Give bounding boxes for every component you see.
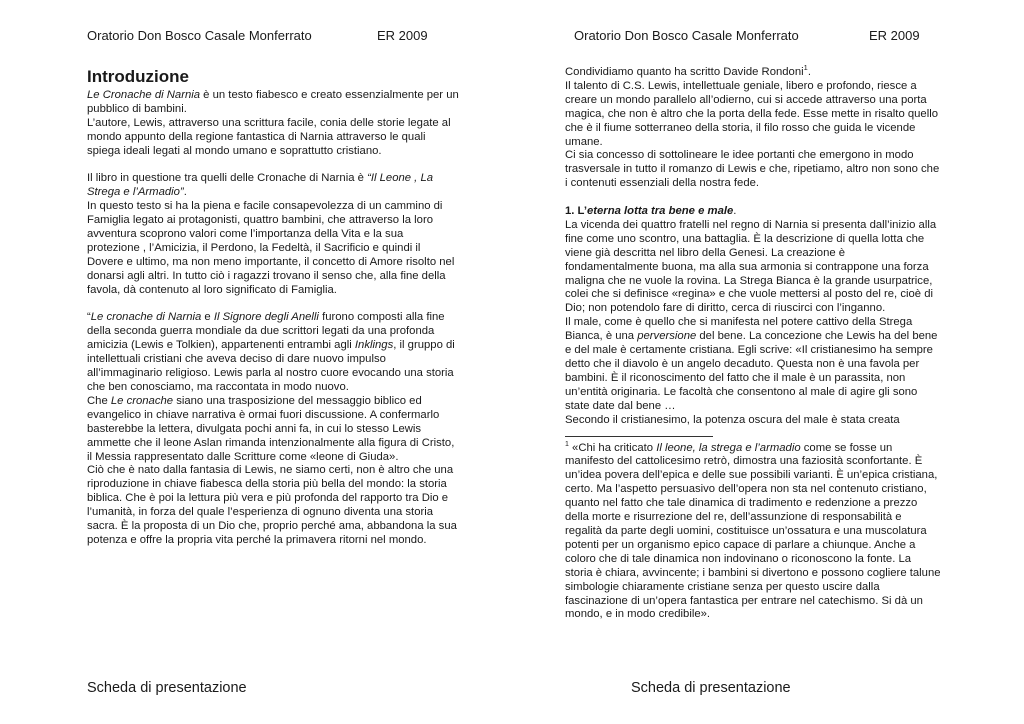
section-heading: 1. L’eterna lotta tra bene e male. [565,205,737,218]
paragraph-christianity: Secondo il cristianesimo, la potenza oscura del male è stata creata [565,413,900,426]
right-column-text [565,63,941,622]
page-title: Introduzione [87,67,189,86]
paragraph-intro: Le Cronache di Narnia è un testo fiabesco e creato essenzialmente per un pubblico di bambini. [87,89,459,115]
paragraph-allowed: Ci sia concesso di sottolineare le idee portanti che emergono in modo trasversale in tutto il romanzo di Lewis e che, ripetiamo, altro non sono che i contenuti essenziali della nostra fede. [565,149,940,190]
header-organization: Oratorio Don Bosco Casale Monferrato [574,28,799,43]
book-title: Le Cronache di Narnia [87,89,201,101]
footnote-reference: 1 [803,63,808,73]
footnote: $^1$ «Chi ha criticato Il leone, la strega e l’armadio come se fosse un manifesto del cattolicesimo retrò, dimostra una faziosità sconfortante. È un’idea povera dell’epica e delle sue possibili varianti. È un’epica cristiana, certo. Ma l’aspetto persuasivo dell’opera non sta nel contenuto cristiano, quanto nel fatto che tale dinamica di tradimento e redenzione a prezzo della morte e risurrezione del re, dell’assunzione di responsabilità e regalità da parte degli uomini, costituisce un’ossatura e una muscolatura potenti per un organismo epico capace di parlare a chiunque. Anche a coloro che di tale dinamica non indovinano o riconoscono la fonte. La storia è chiara, avvincente; i bambini si divertono e possono cogliere talune simbologie chiaramente cristiane senza per questo uscire dalla fascinazione di un’opera fantastica per entrare nel catechismo. Si dà un mondo, e in modo credibile». [565,440,941,621]
right-page [512,0,1024,724]
footnote-number: 1 [565,440,569,448]
paragraph-story: La vicenda dei quattro fratelli nel regno di Narnia si presenta dall’inizio alla fine come uno scontro, una battaglia. È la descrizione di quella lotta che viene già descritta nel libro della Genesi. La creazione è fondamentalmente buona, ma alla sua armonia si contrappone una forza maligna che ne vuole la rovina. La Strega Bianca è la grande usurpatrice, colei che si definisce «regina» e che vuole mettersi al posto del re, cioè di Dio; non potendolo fare di diritto, cerca di riuscirci con l’inganno. [565,218,937,315]
paragraph-talent: Il talento di C.S. Lewis, intellettuale geniale, libero e profondo, riesce a creare un mondo parallelo all’odierno, cui si accede attraverso una porta magica, che non è altro che la porta della fede. Esse mette in risalto quello che è il fiume sotterraneo della storia, il filo rosso che guida le vicende umane. [565,79,939,148]
paragraph-chronicles: Che Le cronache siano una trasposizione del messaggio biblico ed evangelico in chiave narrativa è ormai fuori discussione. A confermarlo basterebbe la lettera, divulgata pochi anni fa, in cui lo stesso Lewis ammette che il leone Aslan rimanda intenzionalmente alla figura di Cristo, il Messia rappresentato dalle Scritture come «leone di Giuda». [87,394,455,463]
footer-label: Scheda di presentazione [631,680,791,696]
header-edition: ER 2009 [869,28,920,43]
paragraph-book: Il libro in questione tra quelli delle Cronache di Narnia è “Il Leone , La Strega e l’Armadio”. [87,172,434,199]
footer-label: Scheda di presentazione [87,680,247,696]
left-column-text [87,66,459,548]
book-title: “Il Leone , La Strega e l’Armadio” [87,172,434,199]
paragraph-family: In questo testo si ha la piena e facile consapevolezza di un cammino di Famiglia legato ai protagonisti, quattro bambini, che attraverso la loro avventura scoprono valori come l’importanza della Vita e la sua protezione , l’Amicizia, il Perdono, la Fedeltà, il Sacrificio e quindi il Dovere e ultimo, ma non meno importante, il concetto di Amore risolto nel donarsi agli altri. In tutto ciò i ragazzi trovano il senso che, alla fine della favola, dà contenuto al loro significato di Famiglia. [87,200,455,296]
footnote-divider [565,436,713,437]
paragraph-evil: Il male, come è quello che si manifesta nel potere cattivo della Strega Bianca, è una perversione del bene. La concezione che Lewis ha del bene e del male è certamente cristiana. Egli scrive: «Il cristianesimo ha sempre detto che il diavolo è un angelo decaduto. Questa non è una favola per bambini. È il riconoscimento del fatto che il male è un parassita, non un’entità originaria. Le facoltà che consentono al male di agire gli sono state date dal bene … [565,316,938,412]
paragraph-fantasy: Ciò che è nato dalla fantasia di Lewis, ne siamo certi, non è altro che una riproduzione in chiave fiabesca della storia più bella del mondo: la storia biblica. Che è poi la lettura più vera e più profonda del rapporto tra Dio e l’umanità, in forza del quale l’esperienza di ognuno diventa una storia sacra. È la proposta di un Dio che, proprio perché ama, abbandona la sua potenza e offre la propria vita perché la primavera ritorni nel mondo. [87,464,457,546]
paragraph-author: L’autore, Lewis, attraverso una scrittura facile, conia delle storie legate al mondo appunto della regione fantastica di Narnia attraverso le quali spiega ideali legati al mondo umano e soprattutto cristiano. [87,116,451,157]
paragraph-rondoni: Condividiamo quanto ha scritto Davide Rondoni$^1$. [565,63,811,78]
header-edition: ER 2009 [377,28,428,43]
paragraph-history: “Le cronache di Narnia e Il Signore degli Anelli furono composti alla fine della seconda guerra mondiale da due scrittori legati da una profonda amicizia (Lewis e Tolkien), appartenenti entrambi agli Inklings, il gruppo di intellettuali cristiani che aveva deciso di dare nuovo impulso all’immaginario religioso. Lewis parla al nostro cuore evocando una storia che ben conosciamo, ma raccontata in modo nuovo. [87,311,455,393]
header-organization: Oratorio Don Bosco Casale Monferrato [87,28,312,43]
